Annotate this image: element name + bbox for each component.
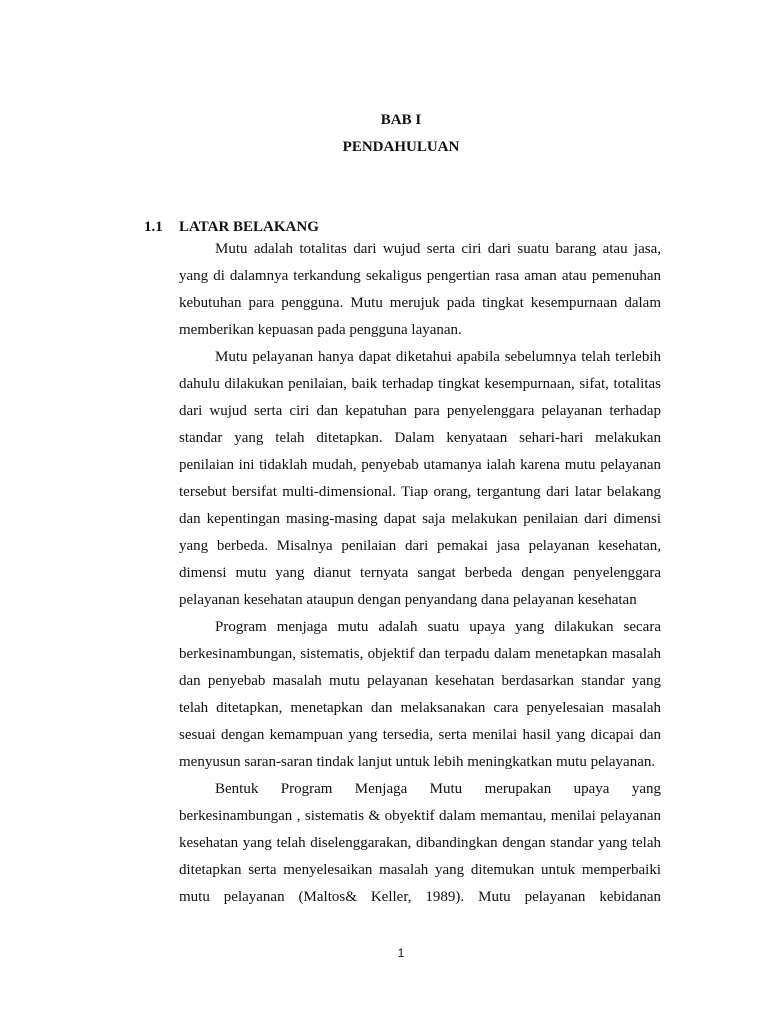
section-heading — [144, 218, 319, 236]
text-line: kebutuhan para pengguna. Mutu merujuk pada tingkat kesempurnaan dalam — [179, 295, 661, 311]
text-line: penilaian ini tidaklah mudah, penyebab utamanya ialah karena mutu pelayanan — [179, 457, 661, 473]
text-line: Mutu adalah totalitas dari wujud serta ciri dari suatu barang atau jasa, — [215, 241, 661, 257]
text-line: pelayanan kesehatan ataupun dengan penyandang dana pelayanan kesehatan — [179, 592, 637, 608]
section-number: 1.1 — [144, 219, 163, 235]
text-line: Bentuk Program Menjaga Mutu merupakan upaya yang — [215, 781, 661, 797]
text-line: dan kepentingan masing-masing dapat saja melakukan penilaian dari dimensi — [179, 511, 661, 527]
chapter-label: BAB I — [380, 112, 422, 128]
text-line: dahulu dilakukan penilaian, baik terhadap tingkat kesempurnaan, sifat, totalitas — [179, 376, 661, 392]
text-line: menyusun saran-saran tindak lanjut untuk lebih meningkatkan mutu pelayanan. — [179, 754, 656, 770]
text-line: telah ditetapkan, menetapkan dan melaksanakan cara penyelesaian masalah — [179, 700, 661, 716]
text-line: berkesinambungan , sistematis & obyektif dalam memantau, menilai pelayanan — [179, 808, 661, 824]
text-line: dari wujud serta ciri dan kepatuhan para penyelenggara pelayanan terhadap — [179, 403, 661, 419]
text-line: Mutu pelayanan hanya dapat diketahui apabila sebelumnya telah terlebih — [215, 349, 661, 365]
text-line: dan penyebab masalah mutu pelayanan kesehatan berdasarkan standar yang — [179, 673, 661, 689]
text-line: yang berbeda. Misalnya penilaian dari pemakai jasa pelayanan kesehatan, — [179, 538, 661, 554]
text-line: Program menjaga mutu adalah suatu upaya yang dilakukan secara — [215, 619, 661, 635]
text-line: berkesinambungan, sistematis, objektif dan terpadu dalam menetapkan masalah — [179, 646, 661, 662]
section-title: LATAR BELAKANG — [179, 219, 319, 235]
text-line: sesuai dengan kemampuan yang tersedia, serta menilai hasil yang dicapai dan — [179, 727, 661, 743]
text-line: memberikan kepuasan pada pengguna layanan. — [179, 322, 462, 338]
text-line: mutu pelayanan (Maltos& Keller, 1989). Mutu pelayanan kebidanan — [179, 889, 661, 905]
text-line: dimensi mutu yang dianut ternyata sangat berbeda dengan penyelenggara — [179, 565, 661, 581]
page-number: 1 — [397, 946, 405, 960]
text-line: standar yang telah ditetapkan. Dalam kenyataan sehari-hari melakukan — [179, 430, 661, 446]
text-line: kesehatan yang telah diselenggarakan, dibandingkan dengan standar yang telah — [179, 835, 661, 851]
text-line: ditetapkan serta menyelesaikan masalah yang ditemukan untuk memperbaiki — [179, 862, 661, 878]
text-line: yang di dalamnya terkandung sekaligus pengertian rasa aman atau pemenuhan — [179, 268, 661, 284]
text-line: tersebut bersifat multi-dimensional. Tiap orang, tergantung dari latar belakang — [179, 484, 661, 500]
chapter-title: PENDAHULUAN — [342, 139, 460, 155]
